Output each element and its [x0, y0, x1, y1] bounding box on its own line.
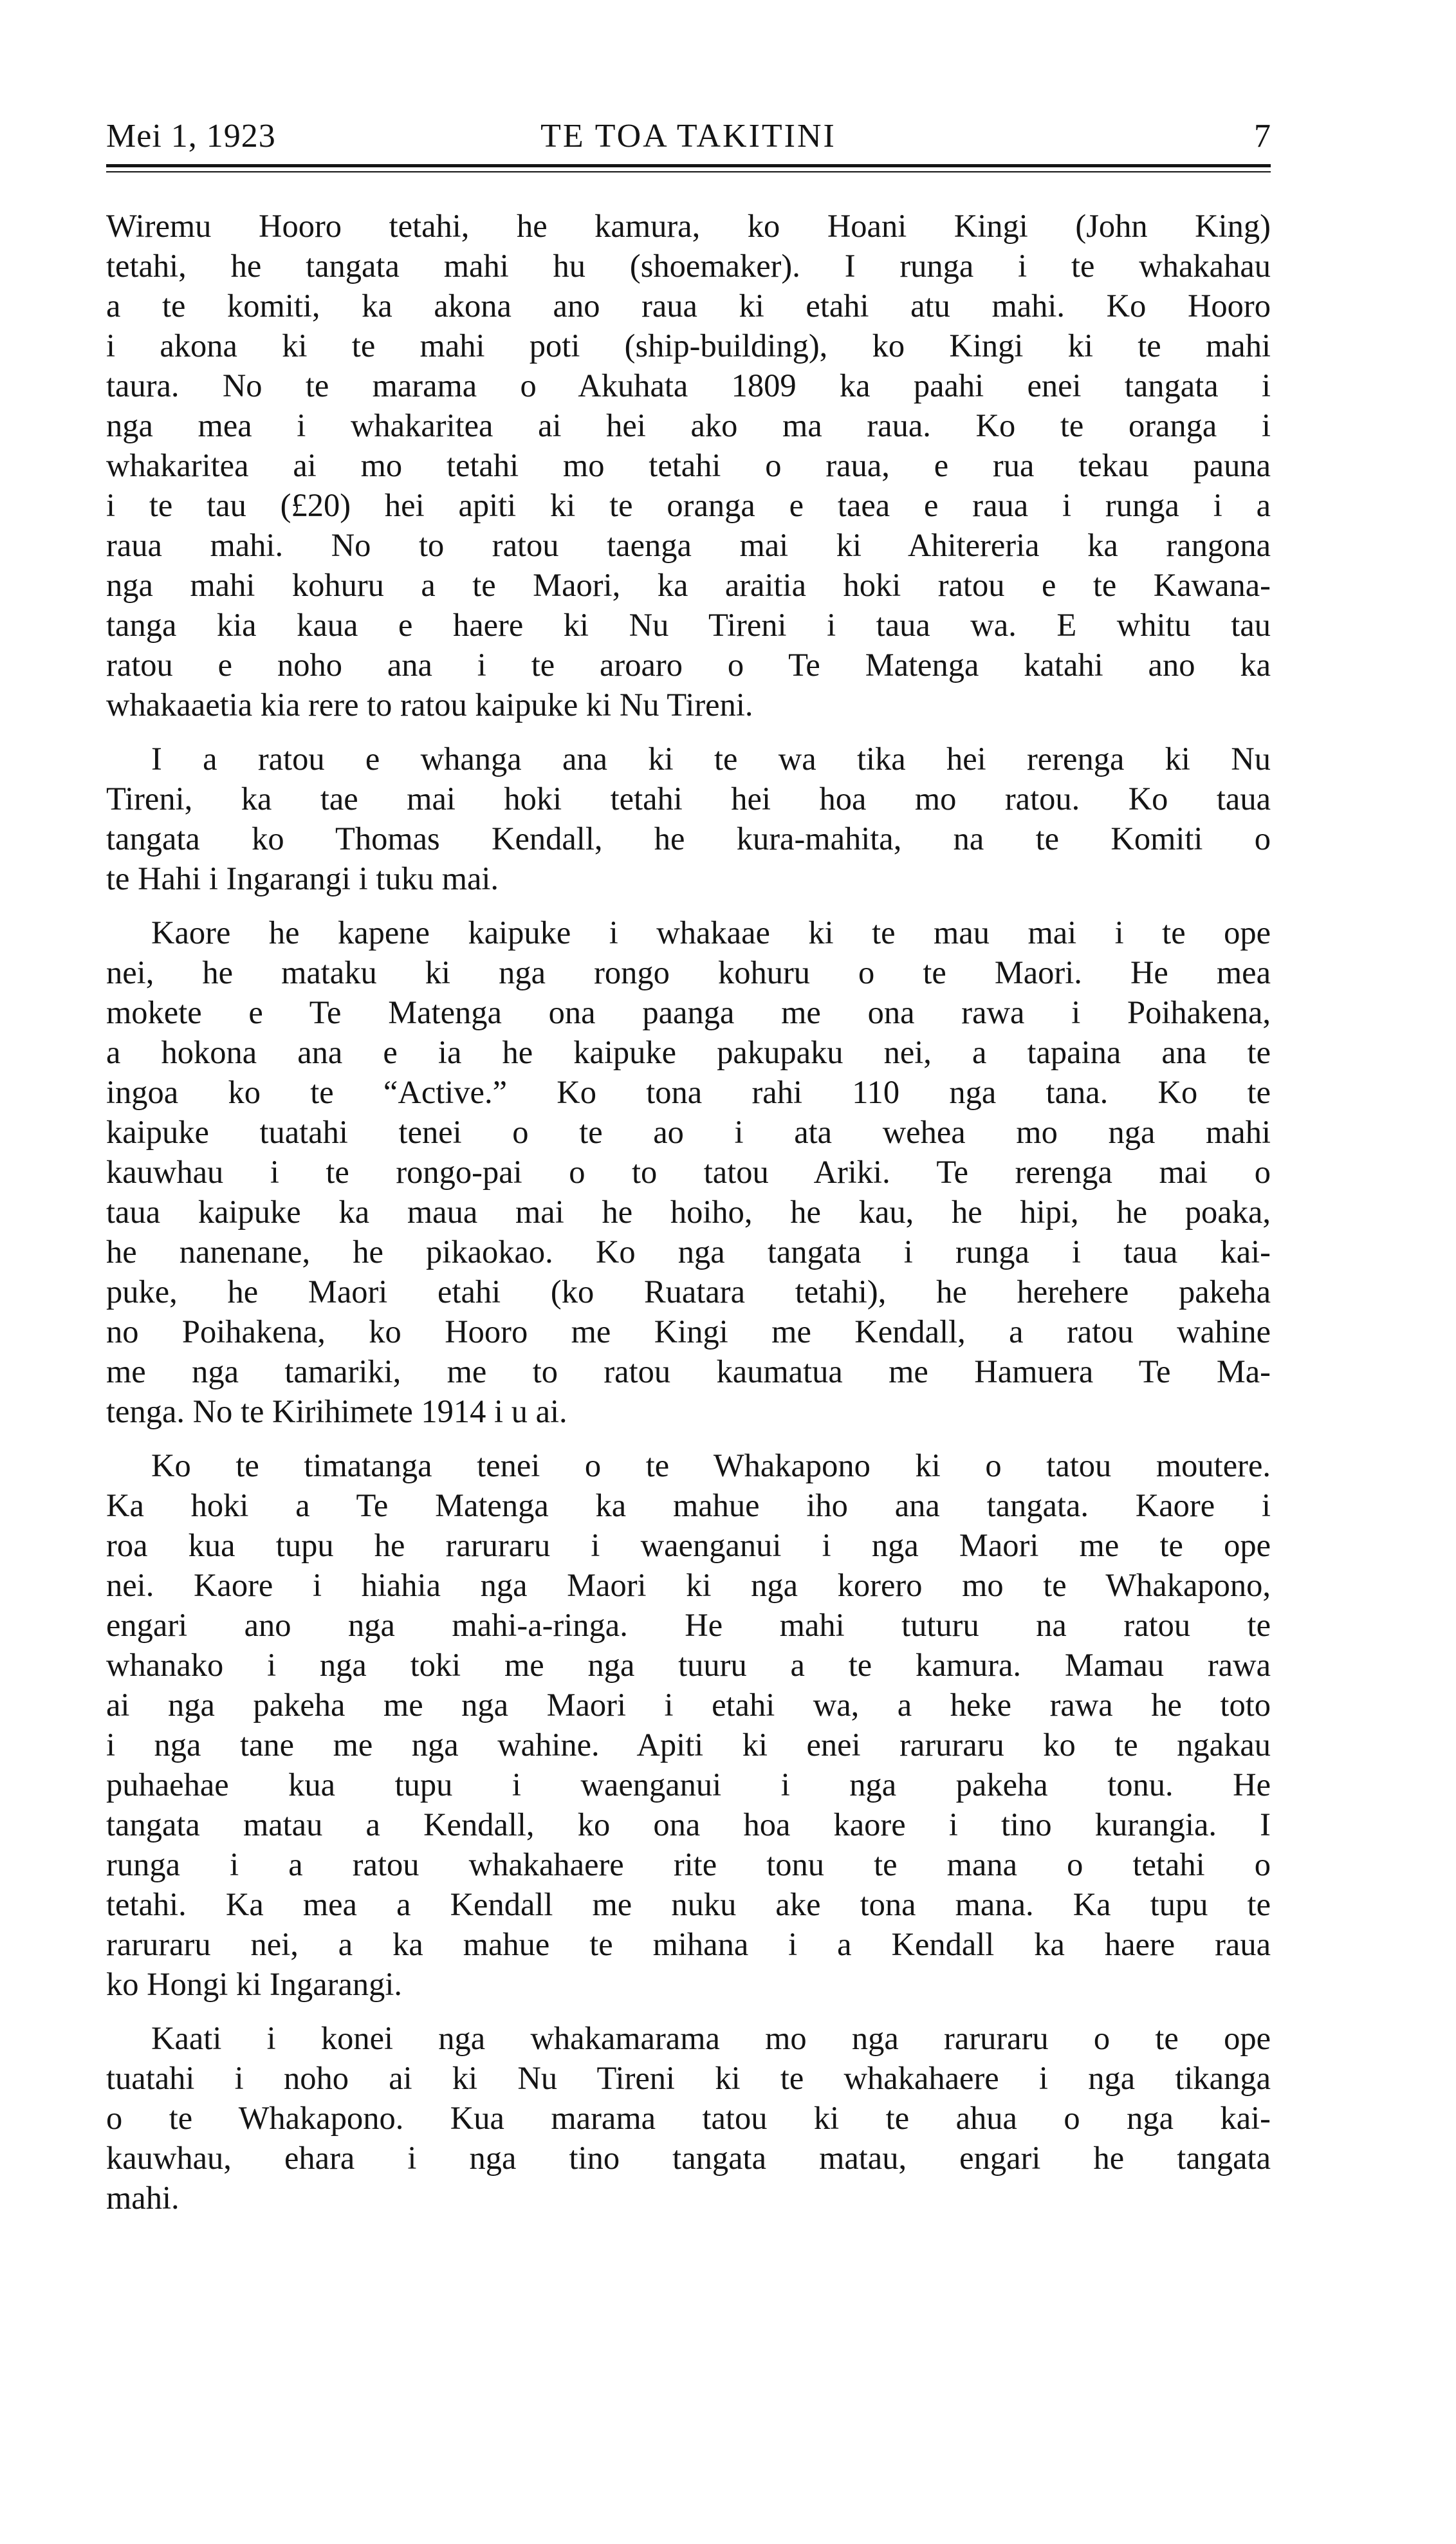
- text-line: no Poihakena, ko Hooro me Kingi me Kendall, a ratou wahine: [106, 1314, 1271, 1350]
- text-line: runga i a ratou whakahaere rite tonu te mana o tetahi o: [106, 1846, 1271, 1882]
- text-line: ratou e noho ana i te aroaro o Te Matenga katahi ano ka: [106, 647, 1271, 683]
- paragraph: [106, 913, 1271, 1431]
- text-line: ko Hongi ki Ingarangi.: [106, 1966, 403, 2002]
- text-line: ingoa ko te “Active.” Ko tona rahi 110 nga tana. Ko te: [106, 1074, 1271, 1110]
- text-line: tuatahi i noho ai ki Nu Tireni ki te whakahaere i nga tikanga: [106, 2060, 1271, 2096]
- running-header: [106, 109, 1271, 161]
- text-line: nga mahi kohuru a te Maori, ka araitia hoki ratou e te Kawana-: [106, 567, 1271, 603]
- text-line: mahi.: [106, 2180, 180, 2216]
- text-line: kaipuke tuatahi tenei o te ao i ata wehea mo nga mahi: [106, 1114, 1271, 1150]
- text-line: i akona ki te mahi poti (ship-building), ko Kingi ki te mahi: [106, 328, 1271, 364]
- publication-title: TE TOA TAKITINI: [540, 118, 836, 154]
- text-line: roa kua tupu he raruraru i waenganui i nga Maori me te ope: [106, 1527, 1271, 1563]
- text-line: kauwhau, ehara i nga tino tangata matau, engari he tangata: [106, 2140, 1271, 2176]
- text-line: ai nga pakeha me nga Maori i etahi wa, a heke rawa he toto: [106, 1687, 1271, 1723]
- page-number: 7: [1254, 118, 1271, 154]
- text-line: mokete e Te Matenga ona paanga me ona rawa i Poihakena,: [106, 994, 1271, 1030]
- text-line: i nga tane me nga wahine. Apiti ki enei raruraru ko te ngakau: [106, 1727, 1271, 1763]
- header-rule-thin: [106, 171, 1271, 172]
- text-line: Wiremu Hooro tetahi, he kamura, ko Hoani Kingi (John King): [106, 208, 1271, 244]
- text-line: Tireni, ka tae mai hoki tetahi hei hoa mo ratou. Ko taua: [106, 781, 1271, 817]
- header-rule-thick: [106, 164, 1271, 167]
- text-line: taua kaipuke ka maua mai he hoiho, he kau, he hipi, he poaka,: [106, 1194, 1271, 1230]
- text-line: engari ano nga mahi-a-ringa. He mahi tuturu na ratou te: [106, 1607, 1271, 1643]
- text-line: nga mea i whakaritea ai hei ako ma raua. Ko te oranga i: [106, 407, 1271, 443]
- text-line: he nanenane, he pikaokao. Ko nga tangata i runga i taua kai-: [106, 1234, 1271, 1270]
- paragraph: [106, 2018, 1271, 2218]
- text-line: raruraru nei, a ka mahue te mihana i a Kendall ka haere raua: [106, 1926, 1271, 1962]
- text-line: whakaaetia kia rere to ratou kaipuke ki Nu Tireni.: [106, 687, 753, 723]
- text-line: I a ratou e whanga ana ki te wa tika hei rerenga ki Nu: [151, 741, 1271, 777]
- text-line: tangata ko Thomas Kendall, he kura-mahita, na te Komiti o: [106, 821, 1271, 857]
- text-line: o te Whakapono. Kua marama tatou ki te ahua o nga kai-: [106, 2100, 1271, 2136]
- text-line: taura. No te marama o Akuhata 1809 ka paahi enei tangata i: [106, 367, 1271, 404]
- article-body: [106, 206, 1271, 2232]
- text-line: puke, he Maori etahi (ko Ruatara tetahi), he herehere pakeha: [106, 1274, 1271, 1310]
- issue-date: Mei 1, 1923: [106, 118, 276, 154]
- text-line: Kaati i konei nga whakamarama mo nga raruraru o te ope: [151, 2020, 1271, 2056]
- text-line: raua mahi. No to ratou taenga mai ki Ahitereria ka rangona: [106, 527, 1271, 563]
- text-line: a te komiti, ka akona ano raua ki etahi atu mahi. Ko Hooro: [106, 288, 1271, 324]
- text-line: a hokona ana e ia he kaipuke pakupaku nei, a tapaina ana te: [106, 1034, 1271, 1070]
- text-line: i te tau (£20) hei apiti ki te oranga e taea e raua i runga i a: [106, 487, 1271, 523]
- text-line: Ka hoki a Te Matenga ka mahue iho ana tangata. Kaore i: [106, 1487, 1271, 1523]
- text-line: te Hahi i Ingarangi i tuku mai.: [106, 860, 499, 896]
- text-line: Kaore he kapene kaipuke i whakaae ki te mau mai i te ope: [151, 915, 1271, 951]
- text-line: Ko te timatanga tenei o te Whakapono ki o tatou moutere.: [151, 1447, 1271, 1483]
- text-line: tenga. No te Kirihimete 1914 i u ai.: [106, 1393, 567, 1429]
- text-line: whakaritea ai mo tetahi mo tetahi o raua, e rua tekau pauna: [106, 447, 1271, 483]
- text-line: tetahi, he tangata mahi hu (shoemaker). I runga i te whakahau: [106, 248, 1271, 284]
- text-line: nei, he mataku ki nga rongo kohuru o te Maori. He mea: [106, 954, 1271, 990]
- text-line: tetahi. Ka mea a Kendall me nuku ake tona mana. Ka tupu te: [106, 1886, 1271, 1922]
- paragraph: [106, 739, 1271, 898]
- text-line: puhaehae kua tupu i waenganui i nga pakeha tonu. He: [106, 1767, 1271, 1803]
- text-line: tanga kia kaua e haere ki Nu Tireni i taua wa. E whitu tau: [106, 607, 1271, 643]
- text-line: tangata matau a Kendall, ko ona hoa kaore i tino kurangia. I: [106, 1806, 1271, 1843]
- text-line: whanako i nga toki me nga tuuru a te kamura. Mamau rawa: [106, 1647, 1271, 1683]
- text-line: kauwhau i te rongo-pai o to tatou Ariki. Te rerenga mai o: [106, 1154, 1271, 1190]
- text-line: me nga tamariki, me to ratou kaumatua me Hamuera Te Ma-: [106, 1353, 1271, 1389]
- paragraph: [106, 1445, 1271, 2004]
- text-line: nei. Kaore i hiahia nga Maori ki nga korero mo te Whakapono,: [106, 1567, 1271, 1603]
- paragraph: [106, 206, 1271, 725]
